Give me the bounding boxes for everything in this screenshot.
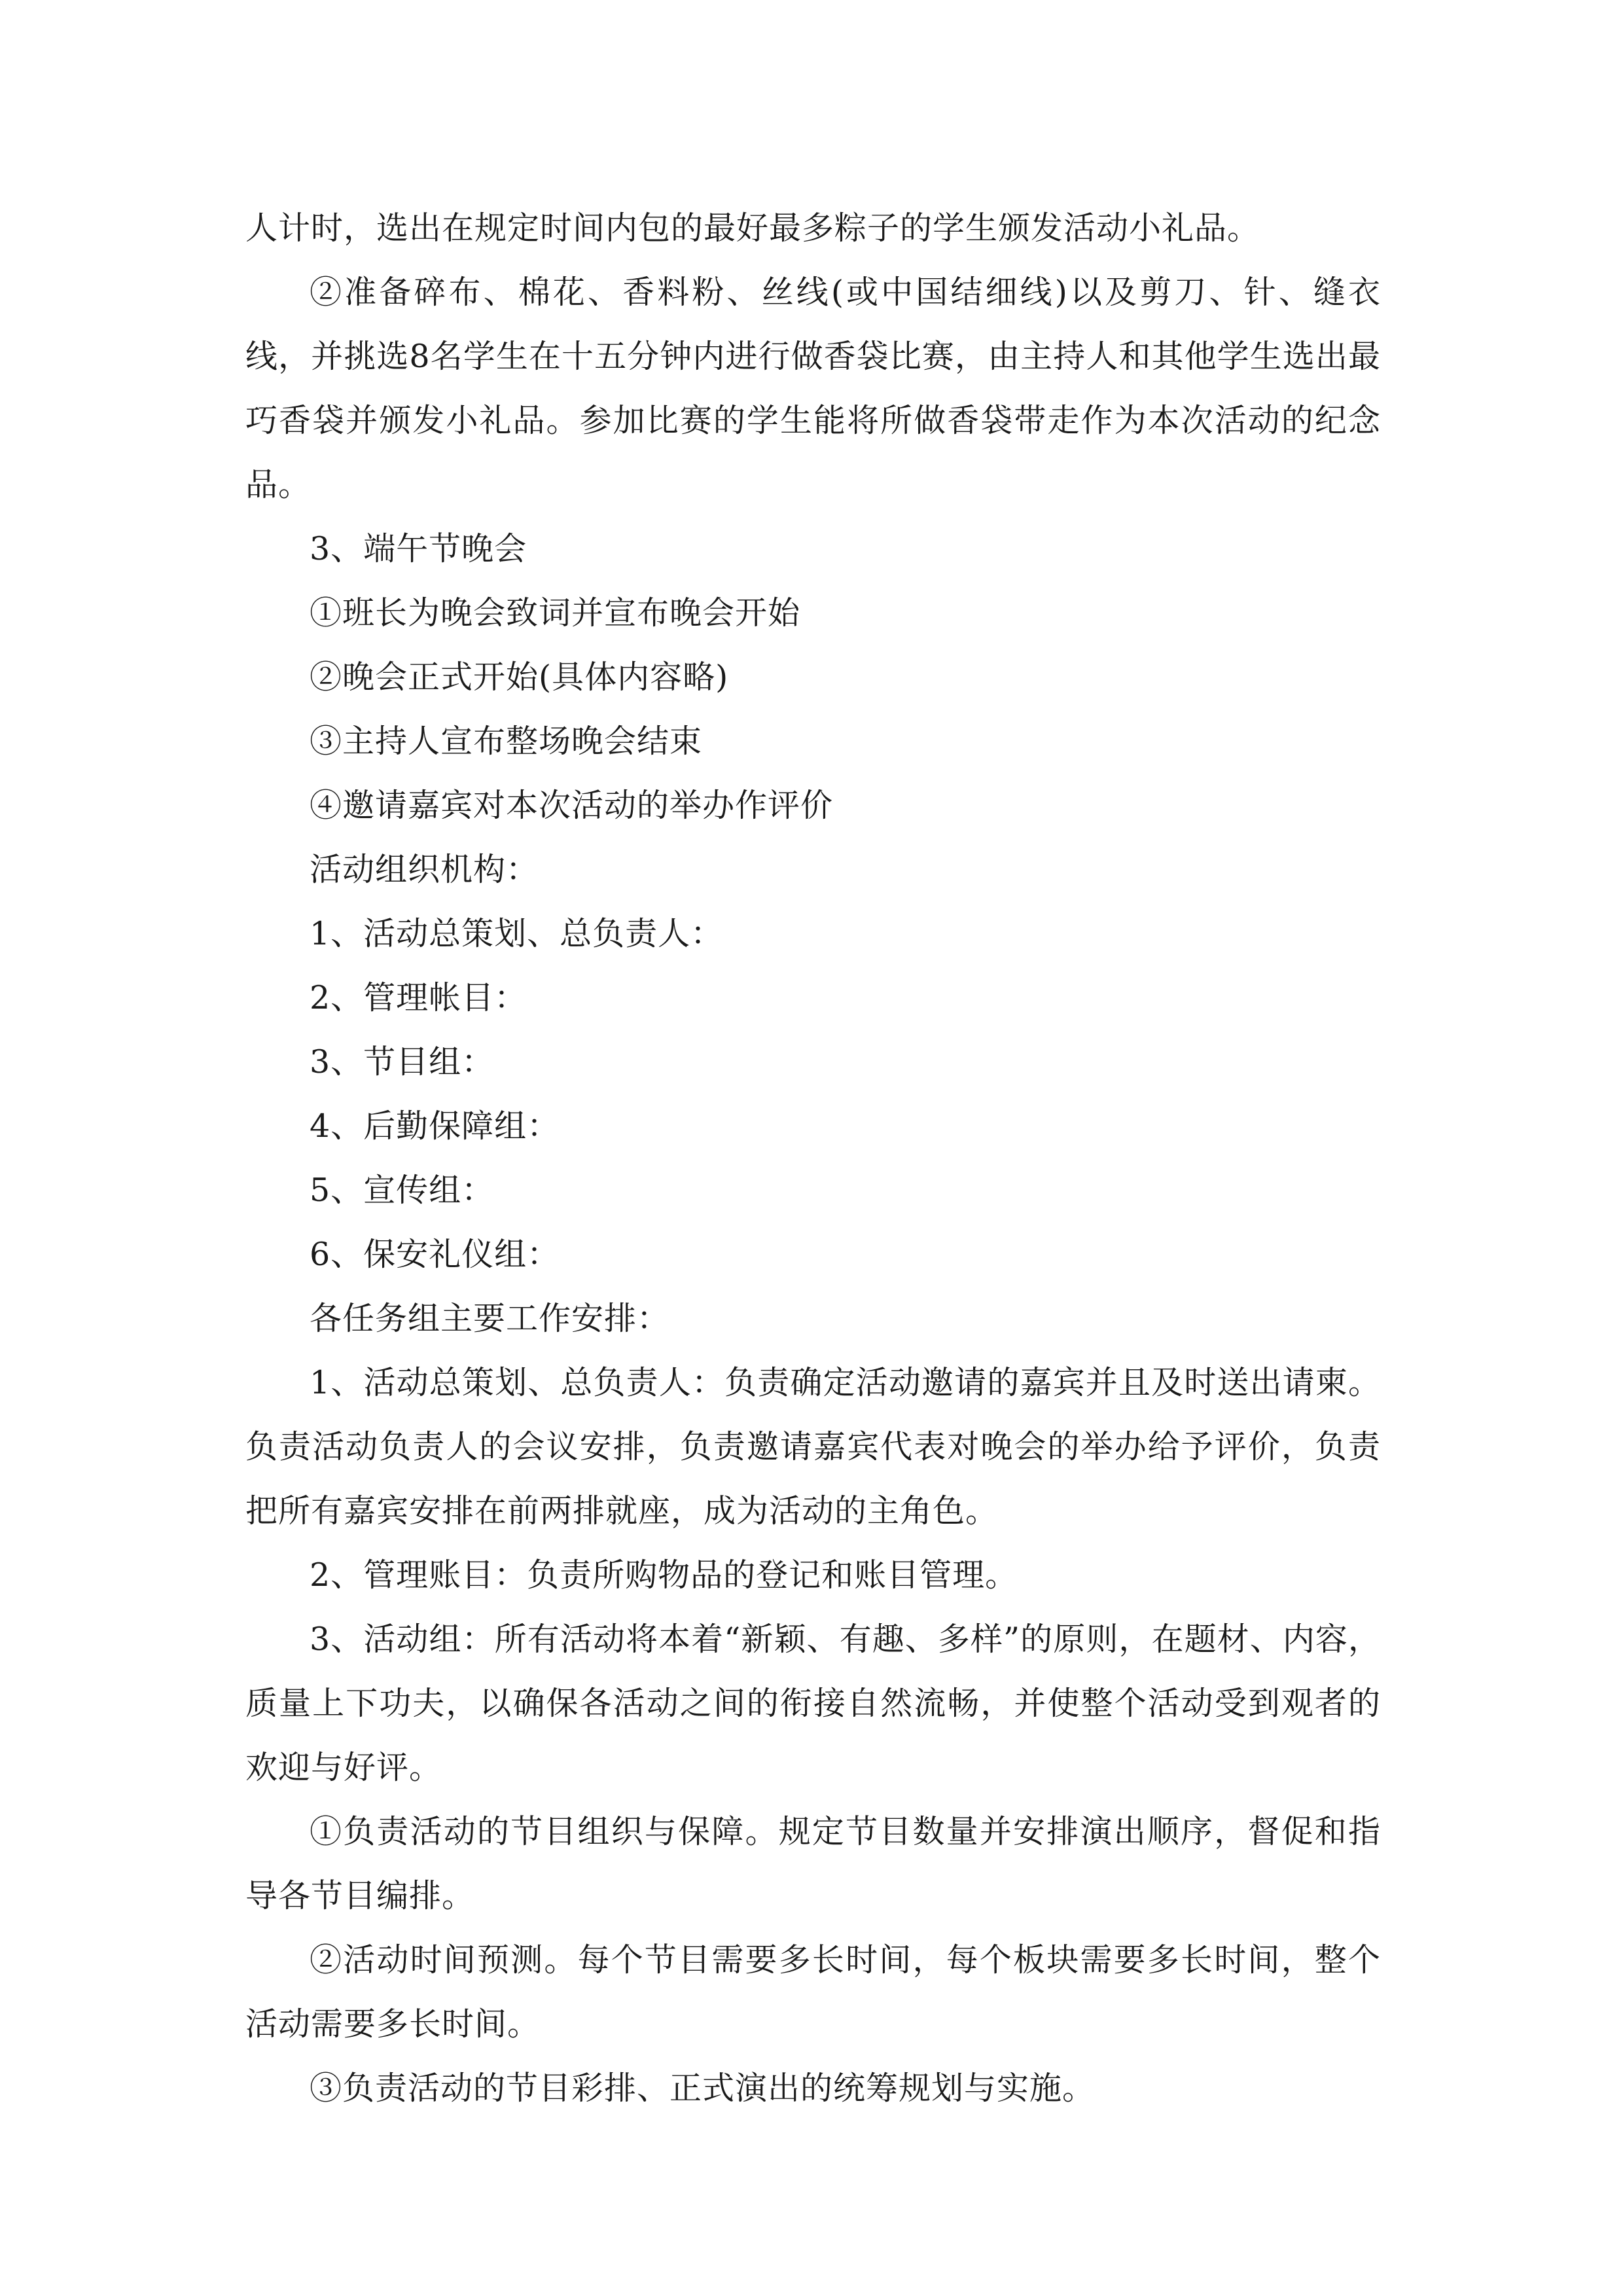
paragraph: 2、管理账目：负责所购物品的登记和账目管理。 bbox=[310, 1556, 1018, 1594]
list-item: 2、管理帐目： bbox=[310, 979, 527, 1016]
list-item: ③主持人宣布整场晚会结束 bbox=[310, 723, 703, 760]
list-item: 6、保安礼仪组： bbox=[310, 1236, 560, 1273]
paragraph: ③负责活动的节目彩排、正式演出的统筹规划与实施。 bbox=[310, 2070, 1096, 2107]
list-item: 5、宣传组： bbox=[310, 1172, 495, 1209]
section-heading: 活动组织机构： bbox=[310, 851, 539, 888]
section-heading: 3、端午节晚会 bbox=[310, 530, 527, 567]
list-item: 1、活动总策划、总负责人： bbox=[310, 915, 724, 952]
paragraph: ②活动时间预测。每个节目需要多长时间，每个板块需要多长时间，整个活动需要多长时间。 bbox=[245, 1941, 1381, 2043]
list-item: ②晚会正式开始(具体内容略) bbox=[310, 658, 729, 696]
list-item: ①班长为晚会致词并宣布晚会开始 bbox=[310, 594, 801, 632]
section-heading: 各任务组主要工作安排： bbox=[310, 1300, 670, 1337]
paragraph: ②准备碎布、棉花、香料粉、丝线(或中国结细线)以及剪刀、针、缝衣线，并挑选8名学生在十五分钟内进行做香袋比赛，由主持人和其他学生选出最巧香袋并颁发小礼品。参加比赛的学生能将所做香袋带走作为本次活动的纪念品。 bbox=[245, 274, 1381, 503]
document-body bbox=[245, 196, 1381, 2121]
paragraph: 3、活动组：所有活动将本着“新颖、有趣、多样”的原则，在题材、内容，质量上下功夫，以确保各活动之间的衔接自然流畅，并使整个活动受到观者的欢迎与好评。 bbox=[245, 1621, 1381, 1786]
list-item: ④邀请嘉宾对本次活动的举办作评价 bbox=[310, 787, 834, 824]
list-item: 3、节目组： bbox=[310, 1043, 495, 1081]
paragraph: ①负责活动的节目组织与保障。规定节目数量并安排演出顺序，督促和指导各节目编排。 bbox=[245, 1813, 1381, 1914]
list-item: 4、后勤保障组： bbox=[310, 1107, 560, 1145]
paragraph: 人计时，选出在规定时间内包的最好最多粽子的学生颁发活动小礼品。 bbox=[245, 209, 1260, 247]
paragraph: 1、活动总策划、总负责人：负责确定活动邀请的嘉宾并且及时送出请柬。负责活动负责人的会议安排，负责邀请嘉宾代表对晚会的举办给予评价，负责把所有嘉宾安排在前两排就座，成为活动的主角色。 bbox=[245, 1364, 1381, 1530]
